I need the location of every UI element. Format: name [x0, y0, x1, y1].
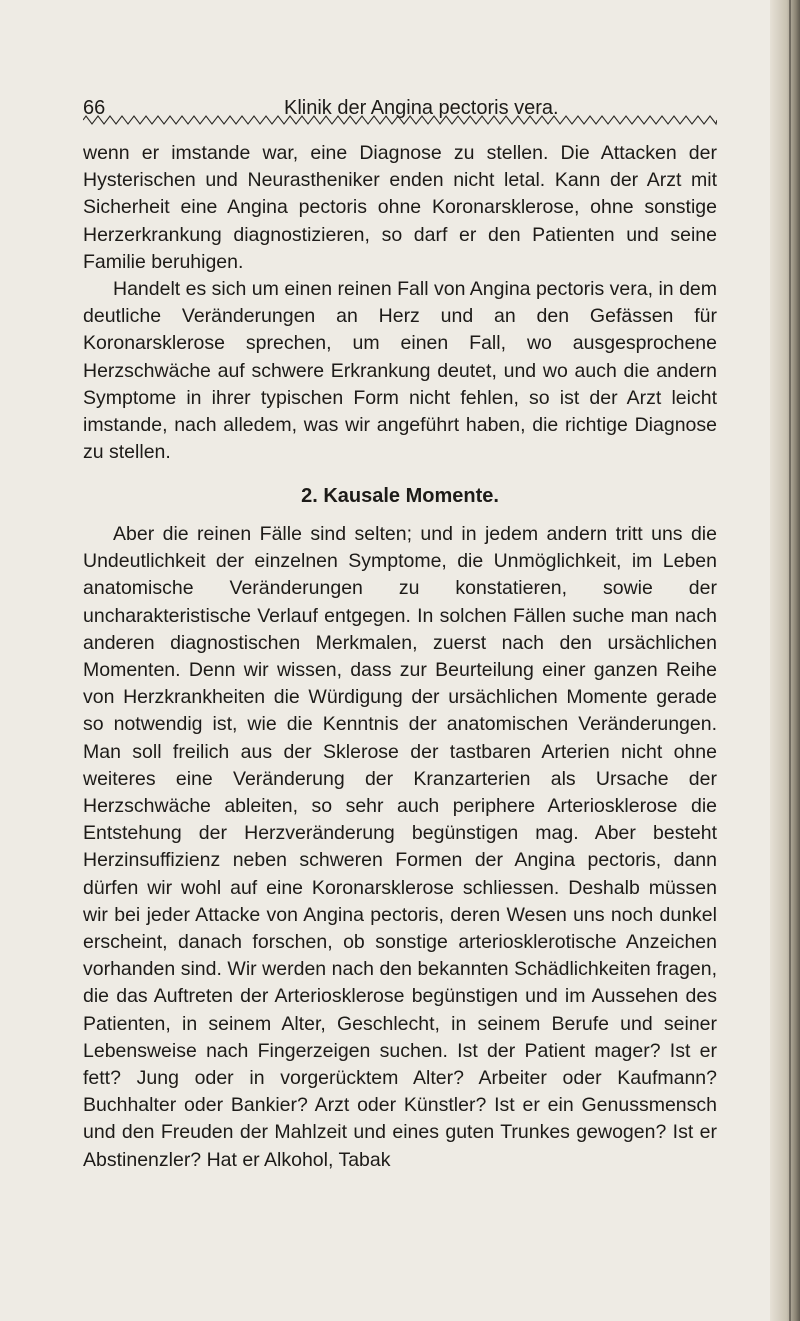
body-text-section [83, 521, 717, 1174]
running-title: Klinik der Angina pectoris vera. [284, 97, 559, 119]
decorative-wavy-rule [83, 114, 717, 126]
page-number: 66 [83, 97, 106, 119]
page-edge-shadow [770, 0, 800, 1321]
section-heading: 2. Kausale Momente. [301, 485, 499, 507]
paragraph-continuation: wenn er imstande war, eine Diagnose zu stellen. Die Attacken der Hysterischen und Neurastheniker enden nicht letal. Kann der Arzt mit Sicherheit eine Angina pectoris ohne Koronarsklerose, ohne sonstige Herzerkrankung diagnostizieren, so darf er den Patienten und seine Familie beruhigen. [83, 142, 717, 273]
body-text-top [83, 140, 717, 466]
paragraph-pure-case: Handelt es sich um einen reinen Fall von Angina pectoris vera, in dem deutliche Veränderungen an Herz und an den Gefässen für Koronarsklerose sprechen, um einen Fall, wo ausgesprochene Herzschwäche auf schwere Erkrankung deutet, und wo auch die andern Symptome in ihrer typischen Form nicht fehlen, so ist der Arzt leicht imstande, nach alledem, was wir angeführt haben, die richtige Diagnose zu stellen. [83, 278, 717, 464]
page-edge-line [789, 0, 791, 1321]
paragraph-causal-factors: Aber die reinen Fälle sind selten; und in jedem andern tritt uns die Undeutlichkeit der einzelnen Symptome, die Unmöglichkeit, im Leben anatomische Veränderungen zu konstatieren, sowie der uncharakteristische Verlauf entgegen. In solchen Fällen suche man nach anderen diagnostischen Merkmalen, zuerst nach den ursächlichen Momenten. Denn wir wissen, dass zur Beurteilung einer ganzen Reihe von Herzkrankheiten die Würdigung der ursächlichen Momente gerade so notwendig ist, wie die Kenntnis der anatomischen Veränderungen. Man soll freilich aus der Sklerose der tastbaren Arterien nicht ohne weiteres eine Veränderung der Kranzarterien als Ursache der Herzschwäche ableiten, so sehr auch periphere Arteriosklerose die Entstehung der Herzveränderung begünstigen mag. Aber besteht Herzinsuffizienz neben schweren Formen der Angina pectoris, dann dürfen wir wohl auf eine Koronarsklerose schliessen. Deshalb müssen wir bei jeder Attacke von Angina pectoris, deren Wesen uns noch dunkel erscheint, danach forschen, ob sonstige arteriosklerotische Anzeichen vorhanden sind. Wir werden nach den bekannten Schädlichkeiten fragen, die das Auftreten der Arteriosklerose begünstigen und im Aussehen des Patienten, in seinem Alter, Geschlecht, in seinem Berufe und seiner Lebensweise nach Fingerzeigen suchen. Ist der Patient mager? Ist er fett? Jung oder in vorgerücktem Alter? Arbeiter oder Kaufmann? Buchhalter oder Bankier? Arzt oder Künstler? Ist er ein Genussmensch und den Freuden der Mahlzeit und eines guten Trunkes gewogen? Ist er Abstinenzler? Hat er Alkohol, Tabak [83, 523, 717, 1171]
